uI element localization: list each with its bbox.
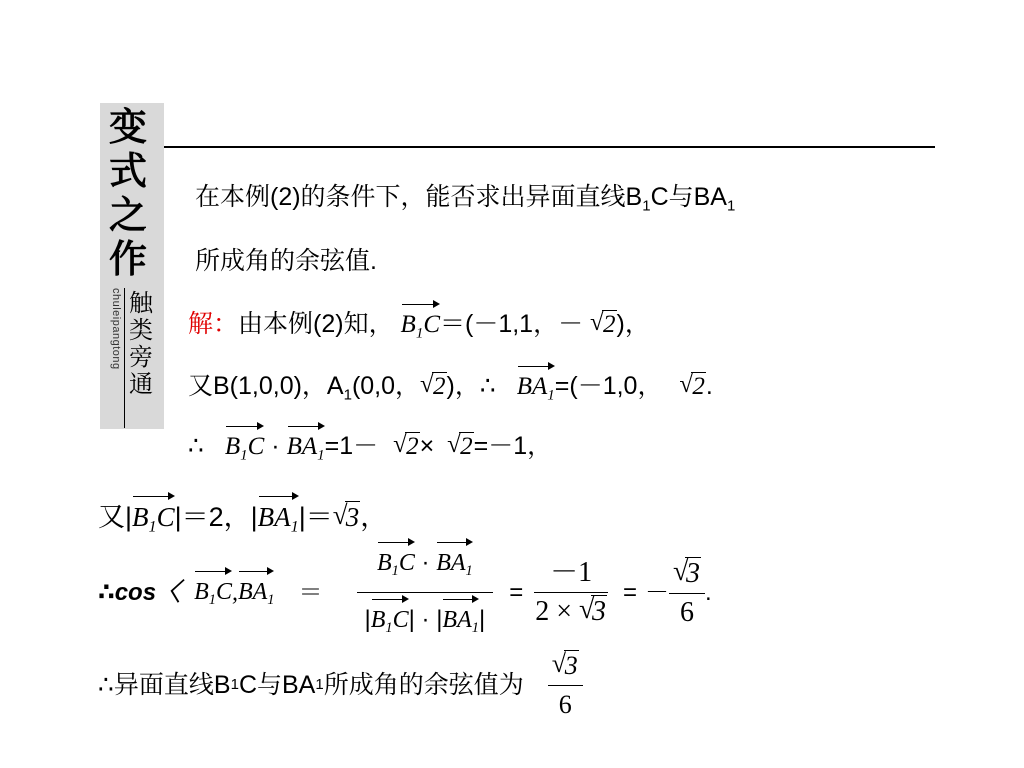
sidebar-title [104,106,152,282]
vector-b1c: $B_1C$ [377,540,415,588]
sqrt: √ 3 [579,595,607,629]
problem-line-1: 在本例(2)的条件下，能否求出异面直线$B_1C$与$BA_1$ [195,183,736,215]
sidebar-title-char: 之 [108,195,147,237]
vector-ba1: $BA_1$ [238,569,275,617]
sidebar-title-char: 作 [108,239,147,281]
vector-ba1: $BA_1$ [287,424,325,472]
solution-line-1: 解：由本例(2)知， $B_1C=(-1,1$，－ √ 2)， [188,302,650,350]
sidebar-title-char: 式 [108,151,147,193]
vector-ba1: $BA_1$ [436,540,473,588]
sqrt: √ 2 [393,430,420,464]
sidebar-subtitle [128,290,154,398]
sqrt: √ 2 [679,370,706,404]
final-fraction: √ $\frac{3}{6}$ [669,556,705,630]
sqrt: √ 2 [447,430,474,464]
header-rule [164,146,935,148]
answer-fraction: √ $\frac{3}{6}$ [548,648,583,722]
solution-line-4: 又$|B_1C|=2$，$|BA_1|=√$ 3， [98,480,387,544]
sidebar-sub-char: 通 [129,371,153,398]
vector-b1c: $B_1C$ [132,494,175,544]
sqrt: √ 2 [420,370,447,404]
solution-line-5: ∴cos〈 $B_1C$ , $BA_1$ ＝ $\frac{B_1C \cdot BA_1}{|B_1C| \cdot |BA_1|}$ = $\frac{-1}{2 \times √ 3}$ = － √ $\frac{3}{6}$ . [98,540,712,645]
cos-fraction: $\frac{B_1C \cdot BA_1}{|B_1C| \cdot |BA_1|}$ [344,540,505,645]
solution-label: 解： [188,310,239,338]
sidebar-pinyin: chuleipangtong [110,288,122,370]
vector-b1c: $B_1C$ [225,424,264,472]
vector-ba1: $BA_1$ [442,597,479,645]
vector-ba1: $BA_1$ [258,494,299,544]
sidebar-divider [124,288,125,428]
problem-line-2: 所成角的余弦值. [195,247,377,275]
solution-line-3: ∴ $B_1C \cdot BA_1=1-$ √ 2× √ 2=－1， [188,424,552,472]
sqrt: √ 2 [590,308,617,342]
sidebar-title-char: 变 [108,107,147,149]
solution-line-2: 又B(1,0,0)，$A_1(0,0$，√ 2)，∴ $BA_1=(-1,0$， √ 2. [188,364,713,412]
vector-b1c: $B_1C$ [194,569,232,617]
value-fraction: $\frac{-1}{2 \times √ 3}$ [527,556,615,629]
sidebar-sub-char: 触 [129,290,153,317]
sqrt: √ 3 [673,557,701,591]
vector-ba1: $BA_1$ [517,364,555,412]
sqrt: √ 3 [333,500,361,534]
vector-b1c: $B_1C$ [371,597,409,645]
solution-line-6: ∴异面直线B 1 C与BA 1 所成角的余弦值为 √ $\frac{3}{6}$ [98,648,583,722]
sqrt: √ 3 [552,649,579,683]
sidebar-sub-char: 旁 [129,344,153,371]
sidebar-sub-char: 类 [129,317,153,344]
vector-b1c: $B_1C$ [401,302,440,350]
